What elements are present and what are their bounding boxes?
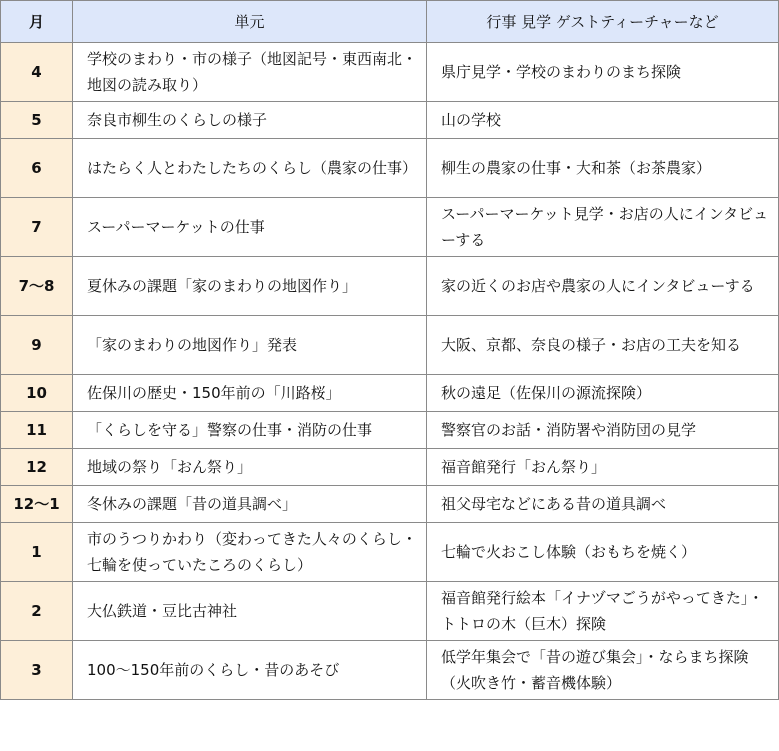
- events-cell: 秋の遠足（佐保川の源流探険）: [427, 375, 779, 412]
- header-month: 月: [1, 1, 73, 43]
- header-unit: 単元: [73, 1, 427, 43]
- month-cell: 10: [1, 375, 73, 412]
- month-cell: 6: [1, 139, 73, 198]
- unit-cell: 奈良市柳生のくらしの様子: [73, 102, 427, 139]
- month-cell: 9: [1, 316, 73, 375]
- table-row: [1, 449, 779, 486]
- table-row: [1, 486, 779, 523]
- events-cell: 大阪、京都、奈良の様子・お店の工夫を知る: [427, 316, 779, 375]
- events-cell: 低学年集会で「昔の遊び集会」・ならまち探険（火吹き竹・蓄音機体験）: [427, 641, 779, 700]
- unit-cell: 大仏鉄道・豆比古神社: [73, 582, 427, 641]
- events-cell: 七輪で火おこし体験（おもちを焼く）: [427, 523, 779, 582]
- events-cell: 県庁見学・学校のまわりのまち探険: [427, 43, 779, 102]
- table-row: [1, 375, 779, 412]
- month-cell: 7: [1, 198, 73, 257]
- unit-cell: 地域の祭り「おん祭り」: [73, 449, 427, 486]
- table-row: [1, 641, 779, 700]
- events-cell: 山の学校: [427, 102, 779, 139]
- month-cell: 4: [1, 43, 73, 102]
- unit-cell: 「家のまわりの地図作り」発表: [73, 316, 427, 375]
- month-cell: 1: [1, 523, 73, 582]
- month-cell: 11: [1, 412, 73, 449]
- month-cell: 12: [1, 449, 73, 486]
- unit-cell: 市のうつりかわり（変わってきた人々のくらし・七輪を使っていたころのくらし）: [73, 523, 427, 582]
- month-cell: 12〜1: [1, 486, 73, 523]
- unit-cell: 学校のまわり・市の様子（地図記号・東西南北・地図の読み取り）: [73, 43, 427, 102]
- unit-cell: 冬休みの課題「昔の道具調べ」: [73, 486, 427, 523]
- table-row: [1, 523, 779, 582]
- table-row: [1, 102, 779, 139]
- table-row: [1, 316, 779, 375]
- month-cell: 2: [1, 582, 73, 641]
- table-row: [1, 139, 779, 198]
- events-cell: 警察官のお話・消防署や消防団の見学: [427, 412, 779, 449]
- table-row: [1, 43, 779, 102]
- header-events: 行事 見学 ゲストティーチャーなど: [427, 1, 779, 43]
- unit-cell: 佐保川の歴史・150年前の「川路桜」: [73, 375, 427, 412]
- unit-cell: スーパーマーケットの仕事: [73, 198, 427, 257]
- unit-cell: 「くらしを守る」警察の仕事・消防の仕事: [73, 412, 427, 449]
- events-cell: 祖父母宅などにある昔の道具調べ: [427, 486, 779, 523]
- events-cell: スーパーマーケット見学・お店の人にインタビューする: [427, 198, 779, 257]
- unit-cell: はたらく人とわたしたちのくらし（農家の仕事）: [73, 139, 427, 198]
- events-cell: 福音館発行絵本「イナヅマごうがやってきた」・トトロの木（巨木）探険: [427, 582, 779, 641]
- header-row: [1, 1, 779, 43]
- month-cell: 5: [1, 102, 73, 139]
- month-cell: 7〜8: [1, 257, 73, 316]
- table-row: [1, 257, 779, 316]
- events-cell: 柳生の農家の仕事・大和茶（お茶農家）: [427, 139, 779, 198]
- unit-cell: 100〜150年前のくらし・昔のあそび: [73, 641, 427, 700]
- events-cell: 福音館発行「おん祭り」: [427, 449, 779, 486]
- month-cell: 3: [1, 641, 73, 700]
- table-row: [1, 412, 779, 449]
- table-row: [1, 198, 779, 257]
- events-cell: 家の近くのお店や農家の人にインタビューする: [427, 257, 779, 316]
- table-row: [1, 582, 779, 641]
- unit-cell: 夏休みの課題「家のまわりの地図作り」: [73, 257, 427, 316]
